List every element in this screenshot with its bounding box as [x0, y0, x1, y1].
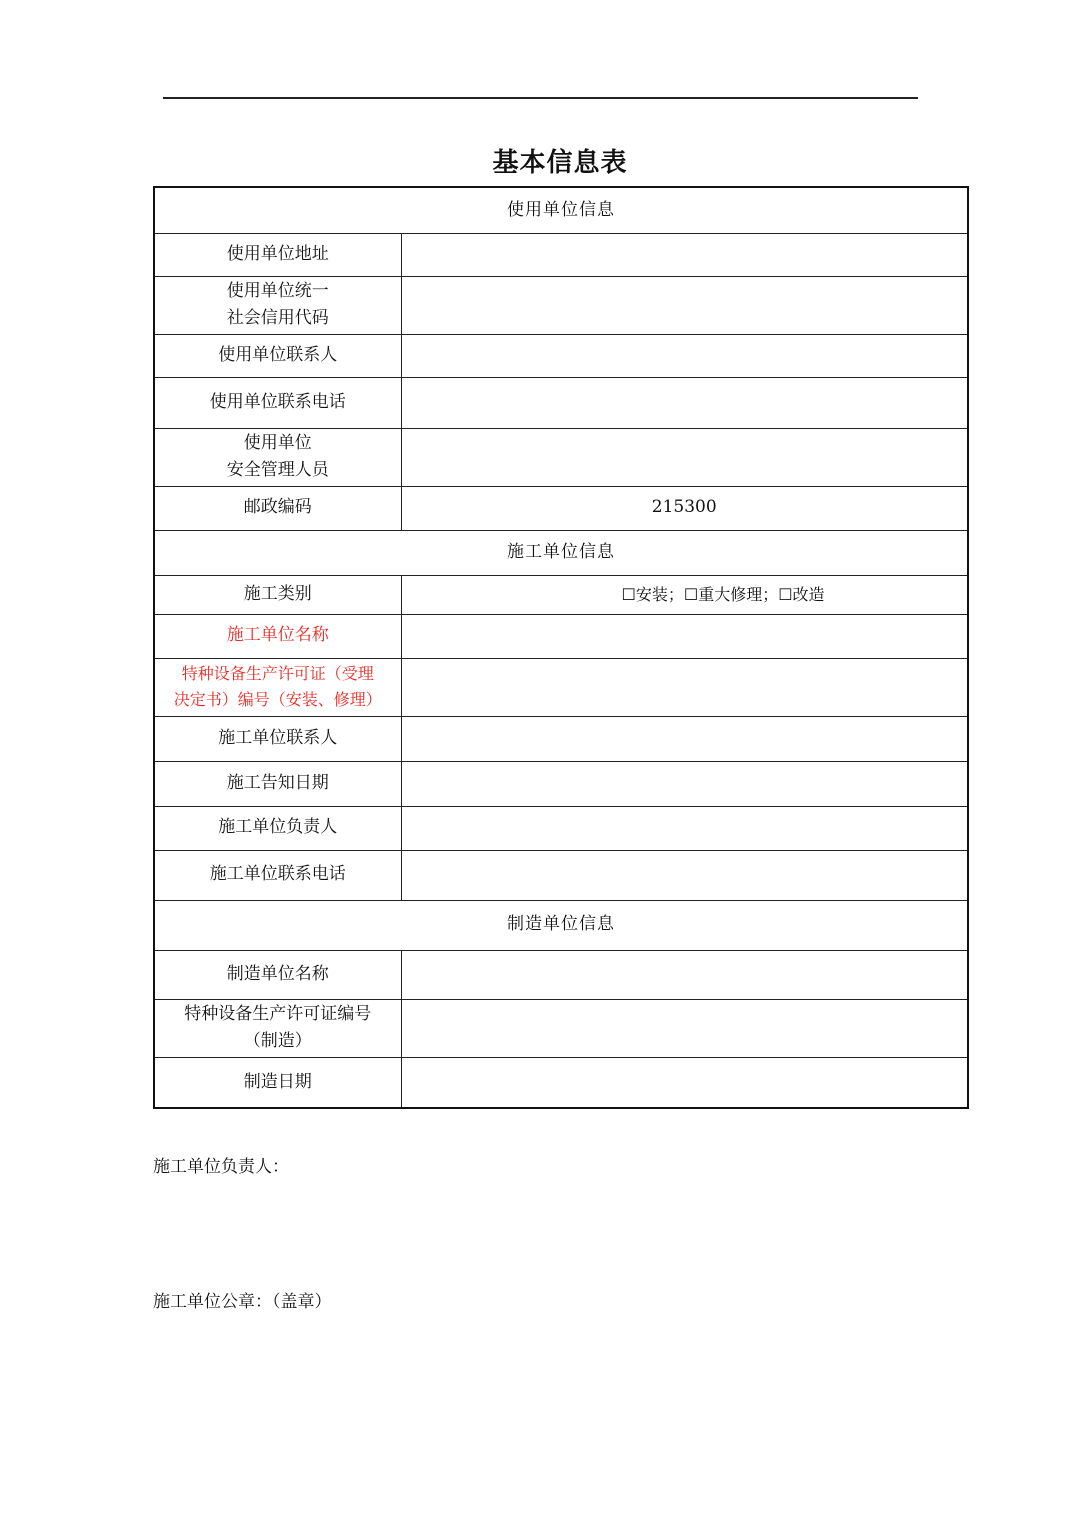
label-credit-code: 使用单位统一 社会信用代码 — [154, 276, 401, 334]
field-user-unit-address[interactable] — [401, 233, 968, 276]
field-construction-type-options[interactable]: ☐安装；☐重大修理；☐改造 — [401, 575, 968, 614]
field-user-unit-contact[interactable] — [401, 334, 968, 377]
company-seal-label: 施工单位公章：（盖章） — [153, 1292, 332, 1312]
label-construction-phone: 施工单位联系电话 — [154, 850, 401, 900]
section-heading-construction-unit: 施工单位信息 — [154, 530, 968, 575]
label-notice-date: 施工告知日期 — [154, 761, 401, 806]
page-title: 基本信息表 — [492, 148, 628, 178]
field-construction-unit-name[interactable] — [401, 614, 968, 658]
field-user-unit-phone[interactable] — [401, 377, 968, 428]
header-rule — [163, 97, 918, 99]
responsible-person-label: 施工单位负责人： — [153, 1157, 289, 1177]
label-install-license-number: 特种设备生产许可证（受理 决定书）编号（安装、修理） — [154, 658, 401, 716]
field-construction-manager[interactable] — [401, 806, 968, 850]
label-manufacturer-name: 制造单位名称 — [154, 950, 401, 999]
label-user-unit-phone: 使用单位联系电话 — [154, 377, 401, 428]
label-user-unit-address: 使用单位地址 — [154, 233, 401, 276]
label-user-unit-contact: 使用单位联系人 — [154, 334, 401, 377]
label-construction-manager: 施工单位负责人 — [154, 806, 401, 850]
field-construction-contact[interactable] — [401, 716, 968, 761]
label-construction-type: 施工类别 — [154, 575, 401, 614]
field-install-license-number[interactable] — [401, 658, 968, 716]
field-postal-code[interactable]: 215300 — [401, 486, 968, 530]
label-construction-contact: 施工单位联系人 — [154, 716, 401, 761]
field-credit-code[interactable] — [401, 276, 968, 334]
basic-info-table — [153, 186, 969, 1109]
field-manufacturer-name[interactable] — [401, 950, 968, 999]
section-heading-manufacturer: 制造单位信息 — [154, 900, 968, 950]
section-heading-user-unit: 使用单位信息 — [154, 187, 968, 233]
label-manufacture-license-number: 特种设备生产许可证编号 （制造） — [154, 999, 401, 1057]
field-safety-manager[interactable] — [401, 428, 968, 486]
field-manufacture-license-number[interactable] — [401, 999, 968, 1057]
label-manufacture-date: 制造日期 — [154, 1057, 401, 1108]
field-construction-phone[interactable] — [401, 850, 968, 900]
field-manufacture-date[interactable] — [401, 1057, 968, 1108]
label-postal-code: 邮政编码 — [154, 486, 401, 530]
label-construction-unit-name: 施工单位名称 — [154, 614, 401, 658]
field-notice-date[interactable] — [401, 761, 968, 806]
label-safety-manager: 使用单位 安全管理人员 — [154, 428, 401, 486]
